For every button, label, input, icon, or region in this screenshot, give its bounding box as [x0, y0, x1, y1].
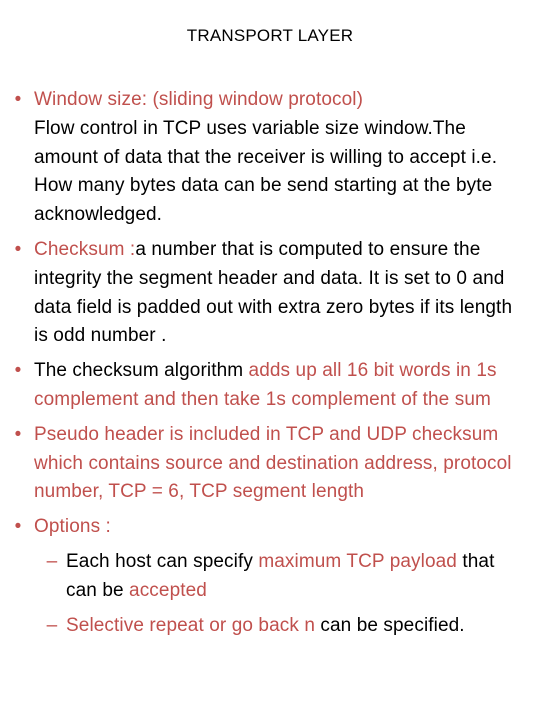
- sub-bullet-text: Each host can specify: [66, 550, 259, 572]
- bullet-text: The checksum algorithm: [34, 360, 249, 382]
- bullet-heading: Options :: [34, 516, 111, 538]
- bullet-options: [8, 513, 528, 640]
- sub-bullet-selective-repeat: [34, 612, 528, 641]
- bullet-checksum: [8, 236, 528, 351]
- sub-bullet-highlight-text: accepted: [129, 579, 207, 601]
- bullet-dot-icon: •: [14, 360, 22, 382]
- bullet-text: a number that is computed to ensure the integrity the segment header and data. It is set to 0 and data field is padded out with extra zero bytes if its length is odd number .: [34, 238, 513, 347]
- bullet-heading: Checksum :: [34, 238, 136, 260]
- sub-bullet-text: that can be: [66, 550, 495, 601]
- bullet-window-size: [8, 86, 528, 230]
- bullet-pseudo-header: [8, 421, 528, 507]
- sub-bullet-highlight-text: Selective repeat or go back n: [66, 614, 315, 636]
- sub-bullet-max-payload: [34, 548, 528, 606]
- bullet-heading: Window size: (sliding window protocol): [34, 89, 364, 110]
- bullet-dot-icon: •: [14, 89, 22, 110]
- slide-title: TRANSPORT LAYER: [186, 26, 354, 45]
- bullet-checksum-algorithm: [8, 357, 528, 415]
- bullet-dot-icon: •: [14, 238, 22, 260]
- dash-icon: –: [46, 550, 58, 572]
- bullet-highlight-text: adds up all 16 bit words in 1s complement and then take 1s complement of the sum: [34, 360, 497, 410]
- bullet-text: Flow control in TCP uses variable size window.The amount of data that the receiver is willing to accept i.e. How many bytes data can be send starting at the byte acknowledged.: [34, 117, 498, 226]
- bullet-dot-icon: •: [14, 516, 22, 538]
- bullet-list: [8, 86, 528, 640]
- sub-bullet-list: [34, 548, 528, 640]
- bullet-dot-icon: •: [14, 423, 22, 445]
- sub-bullet-highlight-text: maximum TCP payload: [258, 550, 457, 572]
- dash-icon: –: [46, 614, 58, 636]
- sub-bullet-text: can be specified.: [315, 614, 465, 636]
- bullet-highlight-text: Pseudo header is included in TCP and UDP checksum which contains source and destination address, protocol number, TCP = 6, TCP segment length: [34, 423, 512, 503]
